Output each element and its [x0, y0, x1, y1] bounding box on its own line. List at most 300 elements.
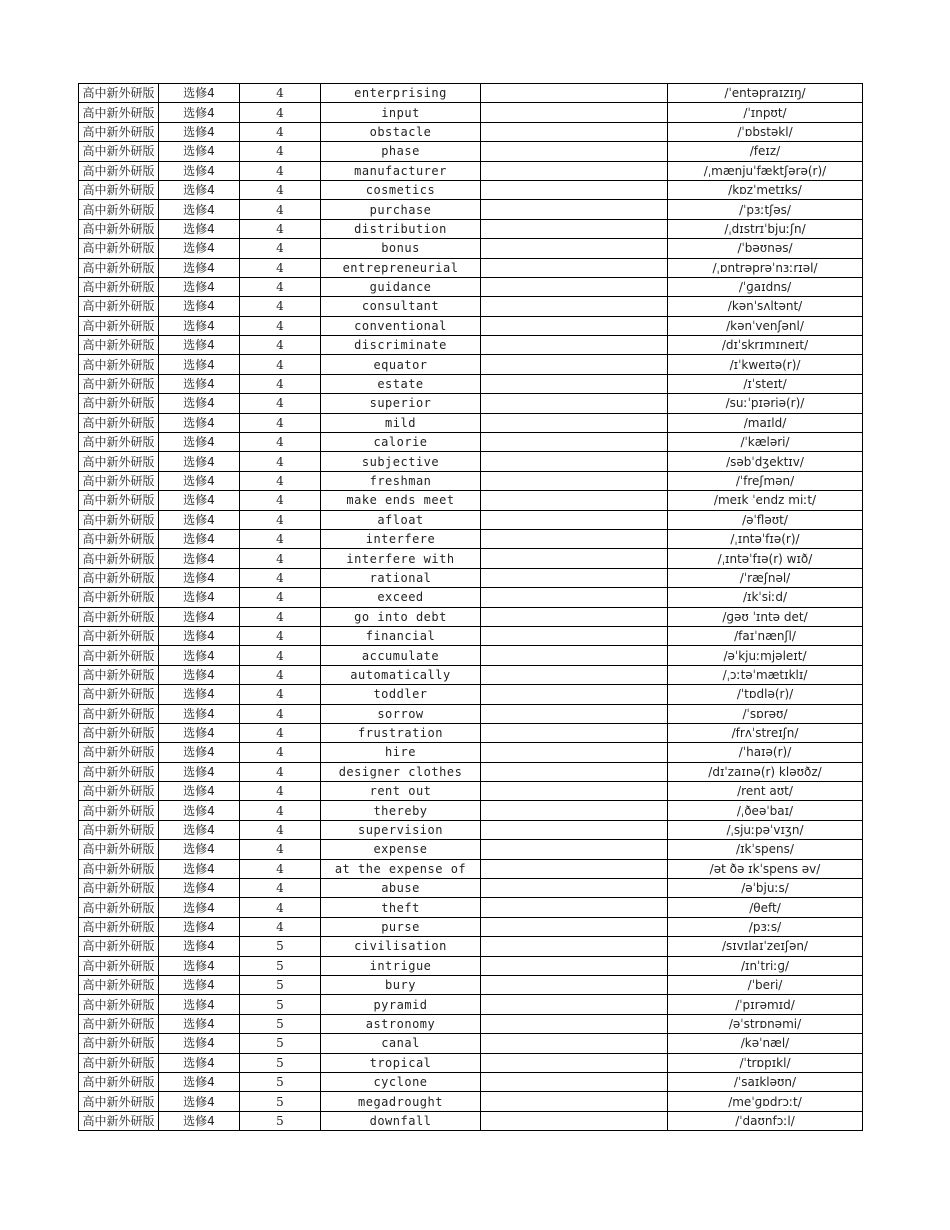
- book-cell: 选修4: [159, 239, 240, 258]
- word-cell: cosmetics: [321, 180, 481, 199]
- phonetic-cell: /ɪkˈsiːd/: [668, 588, 863, 607]
- empty-cell: [481, 1014, 668, 1033]
- table-row: [79, 1034, 863, 1053]
- book-cell: 选修4: [159, 413, 240, 432]
- textbook-cell: 高中新外研版: [79, 277, 159, 296]
- unit-cell: 4: [240, 743, 321, 762]
- phonetic-cell: /ɪˈsteɪt/: [668, 374, 863, 393]
- empty-cell: [481, 956, 668, 975]
- textbook-cell: 高中新外研版: [79, 665, 159, 684]
- empty-cell: [481, 588, 668, 607]
- textbook-cell: 高中新外研版: [79, 626, 159, 645]
- unit-cell: 4: [240, 277, 321, 296]
- table-row: [79, 433, 863, 452]
- unit-cell: 4: [240, 626, 321, 645]
- textbook-cell: 高中新外研版: [79, 433, 159, 452]
- book-cell: 选修4: [159, 374, 240, 393]
- phonetic-cell: /ˈɪnpʊt/: [668, 103, 863, 122]
- table-row: [79, 956, 863, 975]
- textbook-cell: 高中新外研版: [79, 801, 159, 820]
- unit-cell: 4: [240, 180, 321, 199]
- unit-cell: 4: [240, 200, 321, 219]
- empty-cell: [481, 316, 668, 335]
- vocabulary-table-body: [79, 84, 863, 1131]
- phonetic-cell: /ˌdɪstrɪˈbjuːʃn/: [668, 219, 863, 238]
- textbook-cell: 高中新外研版: [79, 898, 159, 917]
- book-cell: 选修4: [159, 433, 240, 452]
- word-cell: go into debt: [321, 607, 481, 626]
- empty-cell: [481, 879, 668, 898]
- empty-cell: [481, 297, 668, 316]
- unit-cell: 4: [240, 685, 321, 704]
- unit-cell: 4: [240, 452, 321, 471]
- textbook-cell: 高中新外研版: [79, 917, 159, 936]
- empty-cell: [481, 646, 668, 665]
- book-cell: 选修4: [159, 1092, 240, 1111]
- textbook-cell: 高中新外研版: [79, 859, 159, 878]
- table-row: [79, 413, 863, 432]
- empty-cell: [481, 84, 668, 103]
- book-cell: 选修4: [159, 859, 240, 878]
- book-cell: 选修4: [159, 277, 240, 296]
- word-cell: interfere with: [321, 549, 481, 568]
- textbook-cell: 高中新外研版: [79, 956, 159, 975]
- empty-cell: [481, 995, 668, 1014]
- word-cell: discriminate: [321, 336, 481, 355]
- textbook-cell: 高中新外研版: [79, 782, 159, 801]
- empty-cell: [481, 355, 668, 374]
- table-row: [79, 995, 863, 1014]
- word-cell: automatically: [321, 665, 481, 684]
- book-cell: 选修4: [159, 219, 240, 238]
- unit-cell: 4: [240, 355, 321, 374]
- textbook-cell: 高中新外研版: [79, 1092, 159, 1111]
- word-cell: rent out: [321, 782, 481, 801]
- phonetic-cell: /meɪk ˈendz miːt/: [668, 491, 863, 510]
- phonetic-cell: /ˈræʃnəl/: [668, 568, 863, 587]
- table-row: [79, 277, 863, 296]
- book-cell: 选修4: [159, 782, 240, 801]
- book-cell: 选修4: [159, 898, 240, 917]
- phonetic-cell: /ˈbəʊnəs/: [668, 239, 863, 258]
- book-cell: 选修4: [159, 840, 240, 859]
- word-cell: mild: [321, 413, 481, 432]
- table-row: [79, 607, 863, 626]
- empty-cell: [481, 840, 668, 859]
- table-row: [79, 258, 863, 277]
- empty-cell: [481, 413, 668, 432]
- textbook-cell: 高中新外研版: [79, 413, 159, 432]
- book-cell: 选修4: [159, 258, 240, 277]
- word-cell: cyclone: [321, 1072, 481, 1091]
- textbook-cell: 高中新外研版: [79, 355, 159, 374]
- textbook-cell: 高中新外研版: [79, 336, 159, 355]
- book-cell: 选修4: [159, 762, 240, 781]
- textbook-cell: 高中新外研版: [79, 200, 159, 219]
- book-cell: 选修4: [159, 452, 240, 471]
- textbook-cell: 高中新外研版: [79, 879, 159, 898]
- empty-cell: [481, 1092, 668, 1111]
- table-row: [79, 180, 863, 199]
- phonetic-cell: /ˈɡaɪdns/: [668, 277, 863, 296]
- phonetic-cell: /kɒzˈmetɪks/: [668, 180, 863, 199]
- empty-cell: [481, 452, 668, 471]
- textbook-cell: 高中新外研版: [79, 975, 159, 994]
- unit-cell: 5: [240, 1014, 321, 1033]
- phonetic-cell: /ˌmænjuˈfæktʃərə(r)/: [668, 161, 863, 180]
- book-cell: 选修4: [159, 84, 240, 103]
- word-cell: superior: [321, 394, 481, 413]
- table-row: [79, 898, 863, 917]
- table-row: [79, 937, 863, 956]
- word-cell: designer clothes: [321, 762, 481, 781]
- table-row: [79, 84, 863, 103]
- phonetic-cell: /ˌsjuːpəˈvɪʒn/: [668, 820, 863, 839]
- empty-cell: [481, 122, 668, 141]
- empty-cell: [481, 336, 668, 355]
- word-cell: obstacle: [321, 122, 481, 141]
- phonetic-cell: /ɡəʊ ˈɪntə det/: [668, 607, 863, 626]
- unit-cell: 5: [240, 1053, 321, 1072]
- textbook-cell: 高中新外研版: [79, 122, 159, 141]
- word-cell: distribution: [321, 219, 481, 238]
- book-cell: 选修4: [159, 588, 240, 607]
- unit-cell: 4: [240, 820, 321, 839]
- table-row: [79, 142, 863, 161]
- word-cell: tropical: [321, 1053, 481, 1072]
- book-cell: 选修4: [159, 394, 240, 413]
- unit-cell: 5: [240, 1072, 321, 1091]
- phonetic-cell: /ɪkˈspens/: [668, 840, 863, 859]
- word-cell: abuse: [321, 879, 481, 898]
- table-row: [79, 103, 863, 122]
- table-row: [79, 704, 863, 723]
- empty-cell: [481, 782, 668, 801]
- unit-cell: 5: [240, 1092, 321, 1111]
- phonetic-cell: /ˌɒntrəprəˈnɜːrɪəl/: [668, 258, 863, 277]
- empty-cell: [481, 723, 668, 742]
- table-row: [79, 161, 863, 180]
- phonetic-cell: /ˈdaʊnfɔːl/: [668, 1111, 863, 1130]
- textbook-cell: 高中新外研版: [79, 1034, 159, 1053]
- book-cell: 选修4: [159, 801, 240, 820]
- phonetic-cell: /faɪˈnænʃl/: [668, 626, 863, 645]
- unit-cell: 4: [240, 879, 321, 898]
- unit-cell: 4: [240, 665, 321, 684]
- empty-cell: [481, 1072, 668, 1091]
- textbook-cell: 高中新外研版: [79, 510, 159, 529]
- textbook-cell: 高中新外研版: [79, 452, 159, 471]
- empty-cell: [481, 161, 668, 180]
- book-cell: 选修4: [159, 956, 240, 975]
- unit-cell: 4: [240, 413, 321, 432]
- book-cell: 选修4: [159, 723, 240, 742]
- unit-cell: 4: [240, 859, 321, 878]
- unit-cell: 4: [240, 568, 321, 587]
- empty-cell: [481, 743, 668, 762]
- word-cell: enterprising: [321, 84, 481, 103]
- textbook-cell: 高中新外研版: [79, 1111, 159, 1130]
- empty-cell: [481, 665, 668, 684]
- unit-cell: 4: [240, 374, 321, 393]
- unit-cell: 4: [240, 646, 321, 665]
- unit-cell: 4: [240, 161, 321, 180]
- table-row: [79, 782, 863, 801]
- phonetic-cell: /rent aʊt/: [668, 782, 863, 801]
- textbook-cell: 高中新外研版: [79, 142, 159, 161]
- unit-cell: 4: [240, 84, 321, 103]
- book-cell: 选修4: [159, 743, 240, 762]
- empty-cell: [481, 471, 668, 490]
- word-cell: exceed: [321, 588, 481, 607]
- table-row: [79, 549, 863, 568]
- table-row: [79, 510, 863, 529]
- book-cell: 选修4: [159, 665, 240, 684]
- table-row: [79, 1092, 863, 1111]
- phonetic-cell: /əˈfləʊt/: [668, 510, 863, 529]
- textbook-cell: 高中新外研版: [79, 471, 159, 490]
- phonetic-cell: /kəˈnæl/: [668, 1034, 863, 1053]
- empty-cell: [481, 142, 668, 161]
- table-row: [79, 801, 863, 820]
- phonetic-cell: /ət ðə ɪkˈspens əv/: [668, 859, 863, 878]
- textbook-cell: 高中新外研版: [79, 762, 159, 781]
- word-cell: interfere: [321, 529, 481, 548]
- table-row: [79, 297, 863, 316]
- word-cell: input: [321, 103, 481, 122]
- unit-cell: 4: [240, 394, 321, 413]
- phonetic-cell: /əˈstrɒnəmi/: [668, 1014, 863, 1033]
- textbook-cell: 高中新外研版: [79, 723, 159, 742]
- book-cell: 选修4: [159, 103, 240, 122]
- phonetic-cell: /ɪnˈtriːɡ/: [668, 956, 863, 975]
- book-cell: 选修4: [159, 937, 240, 956]
- unit-cell: 5: [240, 1034, 321, 1053]
- unit-cell: 4: [240, 103, 321, 122]
- word-cell: bonus: [321, 239, 481, 258]
- empty-cell: [481, 258, 668, 277]
- word-cell: megadrought: [321, 1092, 481, 1111]
- book-cell: 选修4: [159, 685, 240, 704]
- phonetic-cell: /ˈtɒdlə(r)/: [668, 685, 863, 704]
- empty-cell: [481, 433, 668, 452]
- table-row: [79, 452, 863, 471]
- word-cell: supervision: [321, 820, 481, 839]
- unit-cell: 4: [240, 219, 321, 238]
- textbook-cell: 高中新外研版: [79, 995, 159, 1014]
- empty-cell: [481, 898, 668, 917]
- phonetic-cell: /ˈɒbstəkl/: [668, 122, 863, 141]
- textbook-cell: 高中新外研版: [79, 704, 159, 723]
- word-cell: canal: [321, 1034, 481, 1053]
- textbook-cell: 高中新外研版: [79, 1072, 159, 1091]
- table-row: [79, 1111, 863, 1130]
- phonetic-cell: /ˌɪntəˈfɪə(r)/: [668, 529, 863, 548]
- phonetic-cell: /ɪˈkweɪtə(r)/: [668, 355, 863, 374]
- word-cell: subjective: [321, 452, 481, 471]
- word-cell: accumulate: [321, 646, 481, 665]
- textbook-cell: 高中新外研版: [79, 374, 159, 393]
- word-cell: afloat: [321, 510, 481, 529]
- phonetic-cell: /kənˈsʌltənt/: [668, 297, 863, 316]
- word-cell: theft: [321, 898, 481, 917]
- table-row: [79, 200, 863, 219]
- unit-cell: 4: [240, 510, 321, 529]
- table-row: [79, 122, 863, 141]
- unit-cell: 4: [240, 898, 321, 917]
- phonetic-cell: /suːˈpɪəriə(r)/: [668, 394, 863, 413]
- phonetic-cell: /səbˈdʒektɪv/: [668, 452, 863, 471]
- word-cell: thereby: [321, 801, 481, 820]
- book-cell: 选修4: [159, 549, 240, 568]
- unit-cell: 5: [240, 995, 321, 1014]
- unit-cell: 4: [240, 704, 321, 723]
- phonetic-cell: /sɪvɪlaɪˈzeɪʃən/: [668, 937, 863, 956]
- book-cell: 选修4: [159, 529, 240, 548]
- word-cell: civilisation: [321, 937, 481, 956]
- unit-cell: 5: [240, 1111, 321, 1130]
- table-row: [79, 471, 863, 490]
- table-row: [79, 529, 863, 548]
- word-cell: sorrow: [321, 704, 481, 723]
- unit-cell: 4: [240, 239, 321, 258]
- unit-cell: 4: [240, 471, 321, 490]
- table-row: [79, 917, 863, 936]
- empty-cell: [481, 549, 668, 568]
- empty-cell: [481, 801, 668, 820]
- textbook-cell: 高中新外研版: [79, 529, 159, 548]
- unit-cell: 4: [240, 433, 321, 452]
- phonetic-cell: /ˌɔːtəˈmætɪklɪ/: [668, 665, 863, 684]
- unit-cell: 4: [240, 491, 321, 510]
- word-cell: guidance: [321, 277, 481, 296]
- word-cell: calorie: [321, 433, 481, 452]
- book-cell: 选修4: [159, 471, 240, 490]
- unit-cell: 5: [240, 975, 321, 994]
- word-cell: freshman: [321, 471, 481, 490]
- book-cell: 选修4: [159, 975, 240, 994]
- textbook-cell: 高中新外研版: [79, 239, 159, 258]
- word-cell: financial: [321, 626, 481, 645]
- textbook-cell: 高中新外研版: [79, 820, 159, 839]
- table-row: [79, 588, 863, 607]
- word-cell: manufacturer: [321, 161, 481, 180]
- textbook-cell: 高中新外研版: [79, 219, 159, 238]
- unit-cell: 4: [240, 258, 321, 277]
- textbook-cell: 高中新外研版: [79, 840, 159, 859]
- phonetic-cell: /ˌɪntəˈfɪə(r) wɪð/: [668, 549, 863, 568]
- unit-cell: 4: [240, 723, 321, 742]
- book-cell: 选修4: [159, 491, 240, 510]
- empty-cell: [481, 917, 668, 936]
- table-row: [79, 665, 863, 684]
- empty-cell: [481, 239, 668, 258]
- phonetic-cell: /ˈpɪrəmɪd/: [668, 995, 863, 1014]
- book-cell: 选修4: [159, 142, 240, 161]
- phonetic-cell: /frʌˈstreɪʃn/: [668, 723, 863, 742]
- book-cell: 选修4: [159, 297, 240, 316]
- phonetic-cell: /kənˈvenʃənl/: [668, 316, 863, 335]
- book-cell: 选修4: [159, 995, 240, 1014]
- book-cell: 选修4: [159, 626, 240, 645]
- book-cell: 选修4: [159, 336, 240, 355]
- word-cell: bury: [321, 975, 481, 994]
- phonetic-cell: /ˈhaɪə(r)/: [668, 743, 863, 762]
- empty-cell: [481, 277, 668, 296]
- phonetic-cell: /dɪˈzaɪnə(r) kləʊðz/: [668, 762, 863, 781]
- word-cell: purchase: [321, 200, 481, 219]
- unit-cell: 4: [240, 762, 321, 781]
- word-cell: at the expense of: [321, 859, 481, 878]
- book-cell: 选修4: [159, 161, 240, 180]
- phonetic-cell: /ˈsɒrəʊ/: [668, 704, 863, 723]
- empty-cell: [481, 937, 668, 956]
- table-row: [79, 762, 863, 781]
- empty-cell: [481, 975, 668, 994]
- book-cell: 选修4: [159, 180, 240, 199]
- book-cell: 选修4: [159, 510, 240, 529]
- book-cell: 选修4: [159, 704, 240, 723]
- empty-cell: [481, 704, 668, 723]
- book-cell: 选修4: [159, 1072, 240, 1091]
- unit-cell: 5: [240, 956, 321, 975]
- unit-cell: 4: [240, 316, 321, 335]
- empty-cell: [481, 859, 668, 878]
- empty-cell: [481, 200, 668, 219]
- table-row: [79, 1014, 863, 1033]
- unit-cell: 4: [240, 529, 321, 548]
- empty-cell: [481, 568, 668, 587]
- phonetic-cell: /ˈentəpraɪzɪŋ/: [668, 84, 863, 103]
- unit-cell: 4: [240, 297, 321, 316]
- textbook-cell: 高中新外研版: [79, 180, 159, 199]
- book-cell: 选修4: [159, 568, 240, 587]
- empty-cell: [481, 1034, 668, 1053]
- book-cell: 选修4: [159, 1111, 240, 1130]
- unit-cell: 4: [240, 840, 321, 859]
- table-row: [79, 723, 863, 742]
- textbook-cell: 高中新外研版: [79, 394, 159, 413]
- book-cell: 选修4: [159, 820, 240, 839]
- table-row: [79, 626, 863, 645]
- phonetic-cell: /ˈkæləri/: [668, 433, 863, 452]
- phonetic-cell: /maɪld/: [668, 413, 863, 432]
- empty-cell: [481, 103, 668, 122]
- word-cell: entrepreneurial: [321, 258, 481, 277]
- empty-cell: [481, 685, 668, 704]
- table-row: [79, 336, 863, 355]
- empty-cell: [481, 394, 668, 413]
- textbook-cell: 高中新外研版: [79, 588, 159, 607]
- word-cell: frustration: [321, 723, 481, 742]
- phonetic-cell: /ˌðeəˈbaɪ/: [668, 801, 863, 820]
- unit-cell: 4: [240, 588, 321, 607]
- empty-cell: [481, 1111, 668, 1130]
- word-cell: pyramid: [321, 995, 481, 1014]
- textbook-cell: 高中新外研版: [79, 84, 159, 103]
- table-row: [79, 646, 863, 665]
- unit-cell: 4: [240, 122, 321, 141]
- book-cell: 选修4: [159, 1034, 240, 1053]
- textbook-cell: 高中新外研版: [79, 297, 159, 316]
- empty-cell: [481, 219, 668, 238]
- word-cell: consultant: [321, 297, 481, 316]
- phonetic-cell: /meˈɡɒdrɔːt/: [668, 1092, 863, 1111]
- table-row: [79, 568, 863, 587]
- word-cell: expense: [321, 840, 481, 859]
- word-cell: phase: [321, 142, 481, 161]
- textbook-cell: 高中新外研版: [79, 607, 159, 626]
